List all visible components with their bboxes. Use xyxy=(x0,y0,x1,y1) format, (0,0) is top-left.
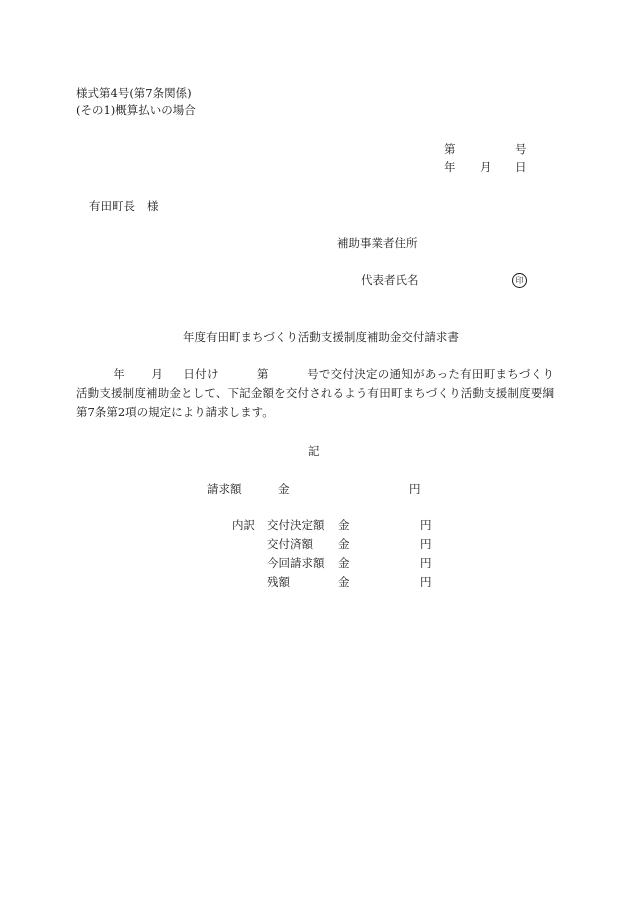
doc-number-go: 号 xyxy=(515,142,527,156)
form-number: 様式第4号(第7条関係) xyxy=(76,86,192,100)
request-body-paragraph xyxy=(76,365,554,422)
body-text: 号で交付決定の通知があった有田町まちづくり活動支援制度補助金として、下記金額を交付されるよう有田町まちづくり活動支援制度要綱第7条第2項の規定により請求します。 xyxy=(76,367,554,419)
breakdown-label: 内訳 xyxy=(232,518,255,532)
document-title: 年度有田町まちづくり活動支援制度補助金交付請求書 xyxy=(183,330,459,344)
case-label: (その1)概算払いの場合 xyxy=(76,103,196,117)
claim-label: 請求額 xyxy=(207,482,242,496)
date-year: 年 xyxy=(444,160,456,174)
body-month: 月 xyxy=(151,367,164,381)
body-year: 年 xyxy=(113,367,126,381)
breakdown-row-label: 交付決定額 xyxy=(267,518,325,532)
breakdown-row-label: 交付済額 xyxy=(267,537,313,551)
breakdown-row-kin: 金 xyxy=(338,556,350,570)
breakdown-row-yen: 円 xyxy=(420,537,432,551)
doc-number-dai: 第 xyxy=(444,142,456,156)
date-month: 月 xyxy=(480,160,492,174)
date-day: 日 xyxy=(515,160,527,174)
ki-heading: 記 xyxy=(308,444,320,458)
applicant-name-label: 代表者氏名 xyxy=(361,273,419,287)
body-date-suffix: 日付け xyxy=(183,367,219,381)
breakdown-row-kin: 金 xyxy=(338,518,350,532)
seal-icon: 印 xyxy=(512,273,527,288)
applicant-address-label: 補助事業者住所 xyxy=(337,236,418,250)
breakdown-row-label: 残額 xyxy=(267,575,290,589)
breakdown-row-yen: 円 xyxy=(420,575,432,589)
breakdown-row-yen: 円 xyxy=(420,518,432,532)
body-dai: 第 xyxy=(256,367,269,381)
breakdown-row-label: 今回請求額 xyxy=(267,556,325,570)
breakdown-row-kin: 金 xyxy=(338,537,350,551)
breakdown-row-kin: 金 xyxy=(338,575,350,589)
claim-kin: 金 xyxy=(278,482,290,496)
addressee-title: 有田町長 xyxy=(89,199,135,213)
addressee-honorific: 様 xyxy=(147,199,159,213)
claim-yen: 円 xyxy=(409,482,421,496)
breakdown-row-yen: 円 xyxy=(420,556,432,570)
